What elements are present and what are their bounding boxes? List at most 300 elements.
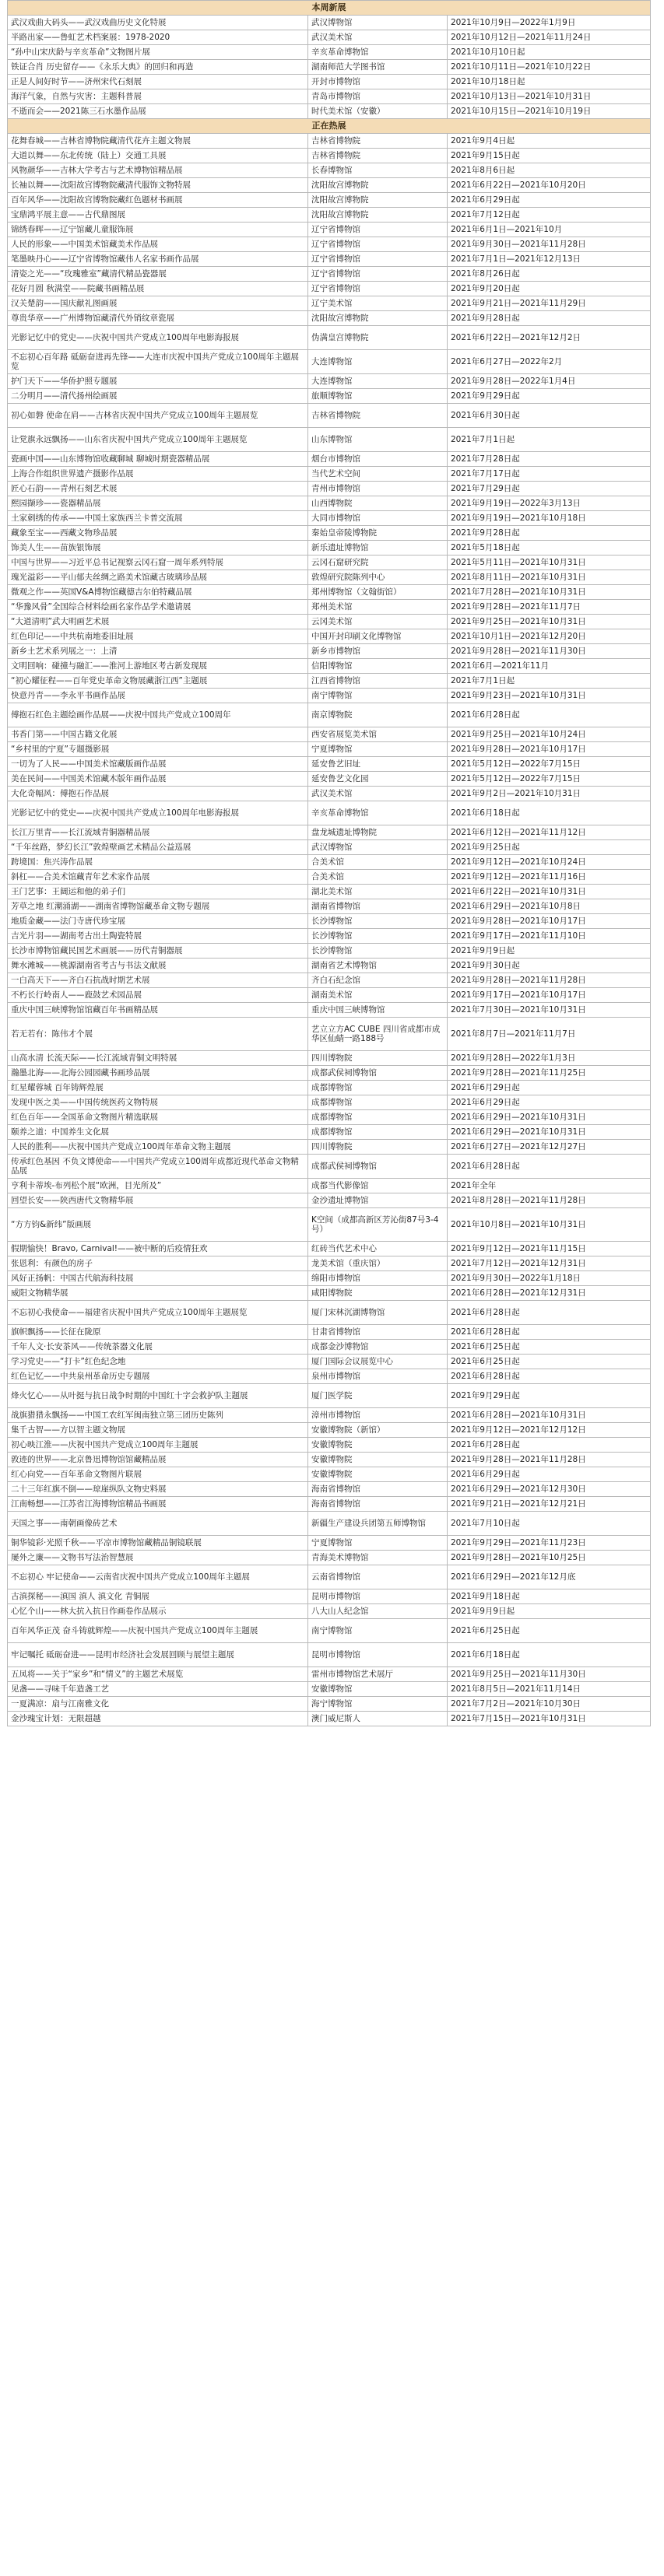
exhibition-name: 芳草之地 红潮涌湖——湖南省博物馆藏革命文物专题展 bbox=[8, 899, 308, 914]
exhibition-date: 2021年6月29日—2021年12月30日 bbox=[448, 1482, 651, 1497]
exhibition-date: 2021年9月23日—2021年10月31日 bbox=[448, 689, 651, 703]
exhibition-row bbox=[8, 1712, 651, 1726]
exhibition-date: 2021年10月11日—2021年10月22日 bbox=[448, 60, 651, 75]
exhibition-name: 不逝而会——2021陈三石水墨作品展 bbox=[8, 104, 308, 119]
exhibition-venue: 合美术馆 bbox=[308, 855, 448, 870]
exhibition-date: 2021年8月28日—2021年11月28日 bbox=[448, 1193, 651, 1208]
exhibition-name: 重庆中国三峡博物馆馆藏百年书画精品展 bbox=[8, 1003, 308, 1018]
exhibition-venue: 郑州博物馆（文翰街馆） bbox=[308, 585, 448, 600]
exhibition-row bbox=[8, 629, 651, 644]
exhibition-date: 2021年6月29日起 bbox=[448, 193, 651, 208]
exhibition-row bbox=[8, 825, 651, 840]
exhibition-row bbox=[8, 163, 651, 178]
exhibition-name: “方方钧&新纬”版画展 bbox=[8, 1208, 308, 1242]
exhibition-venue: K空间（成都高新区芳沁街87号3-4号） bbox=[308, 1208, 448, 1242]
exhibition-row bbox=[8, 389, 651, 404]
exhibition-row bbox=[8, 570, 651, 585]
exhibition-row bbox=[8, 929, 651, 944]
exhibition-date: 2021年6月22日—2021年10月20日 bbox=[448, 178, 651, 193]
exhibition-date: 2021年6月27日—2021年12月27日 bbox=[448, 1140, 651, 1155]
exhibition-row bbox=[8, 1697, 651, 1712]
exhibition-name: 颐养之道：中国养生文化展 bbox=[8, 1125, 308, 1140]
exhibition-date: 2021年9月25日起 bbox=[448, 840, 651, 855]
exhibition-venue: 长沙博物馆 bbox=[308, 944, 448, 959]
exhibition-name: 花好月圆 秋满堂——院藏书画精品展 bbox=[8, 282, 308, 296]
exhibition-venue: 咸阳博物院 bbox=[308, 1286, 448, 1301]
exhibition-name: 二十三年红旗不倒——琼崖纵队文物史料展 bbox=[8, 1482, 308, 1497]
exhibition-venue: 安徽博物院 bbox=[308, 1438, 448, 1453]
exhibition-date: 2021年9月28日—2021年11月30日 bbox=[448, 644, 651, 659]
exhibition-venue: 沈阳故宫博物院 bbox=[308, 208, 448, 223]
exhibition-venue: 青岛市博物馆 bbox=[308, 89, 448, 104]
exhibition-date: 2021年9月12日—2021年10月24日 bbox=[448, 855, 651, 870]
exhibition-name: 百年风华正茂 奋斗铸就辉煌——庆祝中国共产党成立100周年主题展 bbox=[8, 1619, 308, 1643]
exhibition-venue: 云冈美术馆 bbox=[308, 615, 448, 629]
exhibition-date: 2021年6月28日起 bbox=[448, 1155, 651, 1179]
exhibition-date: 2021年7月15日—2021年10月31日 bbox=[448, 1712, 651, 1726]
exhibition-name: 集千古智——方以智主题文物展 bbox=[8, 1423, 308, 1438]
exhibition-venue: 湖南美术馆 bbox=[308, 988, 448, 1003]
exhibition-venue: 中国开封印刷文化博物馆 bbox=[308, 629, 448, 644]
exhibition-date: 2021年5月12日—2022年7月15日 bbox=[448, 772, 651, 787]
exhibition-name: 上海合作组织世界遗产摄影作品展 bbox=[8, 467, 308, 482]
exhibition-venue: 沈阳故宫博物院 bbox=[308, 311, 448, 326]
exhibition-venue: 伪满皇宫博物院 bbox=[308, 326, 448, 350]
exhibition-name: 半路出家——鲁虹艺术档案展：1978-2020 bbox=[8, 30, 308, 45]
exhibition-name: 若无若有：陈伟才个展 bbox=[8, 1018, 308, 1051]
exhibition-row bbox=[8, 149, 651, 163]
exhibition-venue: 南京博物院 bbox=[308, 703, 448, 727]
exhibition-row bbox=[8, 1018, 651, 1051]
exhibition-date: 2021年全年 bbox=[448, 1179, 651, 1193]
exhibition-venue: 红砖当代艺术中心 bbox=[308, 1242, 448, 1256]
exhibition-venue: 宁夏博物馆 bbox=[308, 1536, 448, 1551]
exhibition-name: 战旗猎猎永飘扬——中国工农红军闽南独立第三团历史陈列 bbox=[8, 1408, 308, 1423]
exhibition-date: 2021年10月8日—2021年10月31日 bbox=[448, 1208, 651, 1242]
exhibition-name: 微观之作——英国V&A博物馆藏德吉尔伯特藏品展 bbox=[8, 585, 308, 600]
exhibition-venue: 四川博物院 bbox=[308, 1140, 448, 1155]
exhibition-row bbox=[8, 585, 651, 600]
exhibition-venue: 成都武侯祠博物馆 bbox=[308, 1155, 448, 1179]
exhibition-date: 2021年6月30日起 bbox=[448, 404, 651, 428]
exhibition-name: 护门天下——华侨护照专题展 bbox=[8, 374, 308, 389]
exhibition-row bbox=[8, 1340, 651, 1355]
exhibition-name: 尊贵华章——广州博物馆藏清代外销纹章瓷展 bbox=[8, 311, 308, 326]
exhibition-date: 2021年6月28日起 bbox=[448, 1301, 651, 1325]
exhibition-venue: 海宁博物馆 bbox=[308, 1697, 448, 1712]
exhibition-date: 2021年9月4日起 bbox=[448, 134, 651, 149]
exhibition-name: 不忘初心 牢记使命——云南省庆祝中国共产党成立100周年主题展 bbox=[8, 1565, 308, 1589]
exhibition-row bbox=[8, 1604, 651, 1619]
exhibition-date: 2021年6月28日—2021年10月31日 bbox=[448, 1408, 651, 1423]
exhibition-venue: 山东博物馆 bbox=[308, 428, 448, 452]
exhibition-row bbox=[8, 1369, 651, 1384]
exhibition-date: 2021年5月12日—2022年7月15日 bbox=[448, 757, 651, 772]
exhibition-date: 2021年9月15日起 bbox=[448, 149, 651, 163]
exhibition-row bbox=[8, 840, 651, 855]
exhibition-row bbox=[8, 1003, 651, 1018]
exhibition-name: 烽火忆心——从叶挺与抗日战争时期的中国红十字会救护队主题展 bbox=[8, 1384, 308, 1408]
exhibition-row bbox=[8, 428, 651, 452]
exhibition-date: 2021年10月12日—2021年11月24日 bbox=[448, 30, 651, 45]
exhibition-name: 传承红色基因 不负文博使命——中国共产党成立100周年成都近现代革命文物精品展 bbox=[8, 1155, 308, 1179]
exhibition-name: “初心耀征程——百年党史革命文物展藏浙江西”主题展 bbox=[8, 674, 308, 689]
exhibition-venue: 辽宁美术馆 bbox=[308, 296, 448, 311]
exhibition-row bbox=[8, 1467, 651, 1482]
exhibition-venue: 沈阳故宫博物院 bbox=[308, 178, 448, 193]
exhibition-date: 2021年9月29日起 bbox=[448, 389, 651, 404]
exhibition-name: 新乡土艺术系列展之一：上清 bbox=[8, 644, 308, 659]
exhibition-row bbox=[8, 1208, 651, 1242]
exhibition-date: 2021年6月28日起 bbox=[448, 1369, 651, 1384]
exhibition-date: 2021年9月20日起 bbox=[448, 282, 651, 296]
exhibition-row bbox=[8, 742, 651, 757]
exhibition-row bbox=[8, 1155, 651, 1179]
exhibition-venue: 辽宁省博物馆 bbox=[308, 282, 448, 296]
exhibition-venue: 大连博物馆 bbox=[308, 350, 448, 374]
exhibition-date: 2021年10月1日—2021年12月20日 bbox=[448, 629, 651, 644]
exhibition-date: 2021年9月30日—2022年1月18日 bbox=[448, 1271, 651, 1286]
exhibition-name: 瓷画中国——山东博物馆收藏聊城 聊城时期瓷器精品展 bbox=[8, 452, 308, 467]
exhibition-name: 江南畅想——江苏省江海博物馆精品书画展 bbox=[8, 1497, 308, 1512]
exhibition-venue: 烟台市博物馆 bbox=[308, 452, 448, 467]
exhibition-name: 美在民间——中国美术馆藏木版年画作品展 bbox=[8, 772, 308, 787]
exhibition-name: 光影记忆中的党史——庆祝中国共产党成立100周年电影海报展 bbox=[8, 801, 308, 825]
exhibition-row bbox=[8, 1551, 651, 1565]
exhibition-date: 2021年10月13日—2021年10月31日 bbox=[448, 89, 651, 104]
exhibition-date: 2021年9月28日—2021年11月25日 bbox=[448, 1066, 651, 1081]
exhibition-row bbox=[8, 1384, 651, 1408]
exhibition-venue: 湖南师范大学图书馆 bbox=[308, 60, 448, 75]
exhibition-row bbox=[8, 252, 651, 267]
exhibition-row bbox=[8, 482, 651, 496]
exhibition-date: 2021年6月22日—2021年10月31日 bbox=[448, 885, 651, 899]
exhibition-name: 铁证合肖 历史留存——《永乐大典》的回归和再造 bbox=[8, 60, 308, 75]
exhibition-name: 亨利卡蒂埃-布列松个展“欧洲，目光所及” bbox=[8, 1179, 308, 1193]
exhibition-name: 心忆个山——林大抗入抗日作画卷作品展示 bbox=[8, 1604, 308, 1619]
exhibition-name: 一夏满凉：扇与江南雅文化 bbox=[8, 1697, 308, 1712]
exhibition-row bbox=[8, 208, 651, 223]
exhibition-row bbox=[8, 511, 651, 526]
exhibition-date: 2021年6月25日起 bbox=[448, 1340, 651, 1355]
exhibition-row bbox=[8, 855, 651, 870]
exhibition-row bbox=[8, 1066, 651, 1081]
exhibition-name: 假期愉快！Bravo, Carnival!——被中断的后疫情狂欢 bbox=[8, 1242, 308, 1256]
section-title: 本周新展 bbox=[8, 1, 651, 16]
exhibition-date: 2021年9月21日—2021年11月29日 bbox=[448, 296, 651, 311]
exhibition-date: 2021年6月28日起 bbox=[448, 703, 651, 727]
exhibition-venue: 旅顺博物馆 bbox=[308, 389, 448, 404]
exhibition-date: 2021年6月25日起 bbox=[448, 1619, 651, 1643]
exhibition-row bbox=[8, 1536, 651, 1551]
exhibition-venue: 八大山人纪念馆 bbox=[308, 1604, 448, 1619]
exhibition-date: 2021年9月17日—2021年10月17日 bbox=[448, 988, 651, 1003]
exhibition-venue: 辽宁省博物馆 bbox=[308, 267, 448, 282]
exhibition-date: 2021年9月12日—2021年12月12日 bbox=[448, 1423, 651, 1438]
exhibition-date: 2021年9月28日—2022年1月3日 bbox=[448, 1051, 651, 1066]
exhibition-venue: 新乡市博物馆 bbox=[308, 644, 448, 659]
exhibition-venue: 大同市博物馆 bbox=[308, 511, 448, 526]
exhibition-date: 2021年9月28日起 bbox=[448, 526, 651, 541]
exhibition-date: 2021年9月28日—2021年11月28日 bbox=[448, 973, 651, 988]
exhibition-name: 大道以舞——东北传统（陆上）交通工具展 bbox=[8, 149, 308, 163]
exhibition-row bbox=[8, 1301, 651, 1325]
exhibition-name: 长袖以舞——沈阳故宫博物院藏清代服饰文物特展 bbox=[8, 178, 308, 193]
exhibition-name: 傅抱石红色主题绘画作品展——庆祝中国共产党成立100周年 bbox=[8, 703, 308, 727]
exhibition-venue: 辽宁省博物馆 bbox=[308, 223, 448, 237]
exhibition-date: 2021年6月27日—2022年2月 bbox=[448, 350, 651, 374]
exhibition-name: 宝鼎鸿平展主意——古代鼎图展 bbox=[8, 208, 308, 223]
exhibition-row bbox=[8, 30, 651, 45]
exhibition-venue: 沈阳故宫博物院 bbox=[308, 193, 448, 208]
exhibition-date: 2021年6月25日起 bbox=[448, 1355, 651, 1369]
exhibition-venue: 长沙博物馆 bbox=[308, 929, 448, 944]
exhibition-row bbox=[8, 193, 651, 208]
exhibition-name: 铜华镜彩·光照千秋——平凉市博物馆藏精品铜镜联展 bbox=[8, 1536, 308, 1551]
exhibition-date: 2021年10月15日—2021年10月19日 bbox=[448, 104, 651, 119]
exhibition-venue: 绵阳市博物馆 bbox=[308, 1271, 448, 1286]
exhibition-row bbox=[8, 1408, 651, 1423]
exhibition-row bbox=[8, 282, 651, 296]
exhibition-row bbox=[8, 1565, 651, 1589]
exhibition-date: 2021年9月28日—2021年10月25日 bbox=[448, 1551, 651, 1565]
exhibition-venue: 安徽博物院 bbox=[308, 1467, 448, 1482]
exhibition-name: 风好正扬帆：中国古代航海科技展 bbox=[8, 1271, 308, 1286]
exhibition-venue: 金沙遗址博物馆 bbox=[308, 1193, 448, 1208]
exhibition-date: 2021年7月1日起 bbox=[448, 674, 651, 689]
exhibition-venue: 宁夏博物馆 bbox=[308, 742, 448, 757]
exhibition-venue: 山西博物院 bbox=[308, 496, 448, 511]
exhibition-date: 2021年9月29日—2021年11月23日 bbox=[448, 1536, 651, 1551]
exhibition-row bbox=[8, 1355, 651, 1369]
exhibition-date: 2021年9月9日起 bbox=[448, 944, 651, 959]
exhibition-venue: 齐白石纪念馆 bbox=[308, 973, 448, 988]
exhibition-name: 发现中医之美——中国传统医药文物特展 bbox=[8, 1095, 308, 1110]
exhibition-row bbox=[8, 944, 651, 959]
exhibition-name: 回望长安——陕西唐代文物精华展 bbox=[8, 1193, 308, 1208]
exhibition-name: 跨境国：焦兴涛作品展 bbox=[8, 855, 308, 870]
exhibition-row bbox=[8, 600, 651, 615]
section-header bbox=[8, 119, 651, 134]
exhibition-venue: 吉林省博物院 bbox=[308, 404, 448, 428]
exhibition-venue: 成都博物馆 bbox=[308, 1125, 448, 1140]
exhibition-row bbox=[8, 60, 651, 75]
exhibition-row bbox=[8, 973, 651, 988]
exhibition-name: 文明回响：碰撞与融汇——淮河上游地区考古新发现展 bbox=[8, 659, 308, 674]
exhibition-row bbox=[8, 757, 651, 772]
exhibition-venue: 延安鲁艺旧址 bbox=[308, 757, 448, 772]
exhibition-row bbox=[8, 659, 651, 674]
exhibition-row bbox=[8, 556, 651, 570]
exhibition-venue: 海南省博物馆 bbox=[308, 1497, 448, 1512]
exhibition-name: 一白高天下——齐白石抗战时期艺术展 bbox=[8, 973, 308, 988]
exhibition-date: 2021年5月11日—2021年10月31日 bbox=[448, 556, 651, 570]
exhibition-date: 2021年9月28日—2021年10月17日 bbox=[448, 914, 651, 929]
exhibition-date: 2021年6月18日起 bbox=[448, 801, 651, 825]
exhibition-date: 2021年7月12日—2021年12月31日 bbox=[448, 1256, 651, 1271]
exhibition-name: 花舞春城——吉林省博物院藏清代花卉主题文物展 bbox=[8, 134, 308, 149]
exhibition-name: 书香门第——中国古籍文化展 bbox=[8, 727, 308, 742]
exhibition-row bbox=[8, 1482, 651, 1497]
exhibition-row bbox=[8, 1286, 651, 1301]
exhibition-date: 2021年7月10日起 bbox=[448, 1512, 651, 1536]
exhibition-date: 2021年6月29日起 bbox=[448, 1095, 651, 1110]
exhibition-date: 2021年6月29日—2021年10月8日 bbox=[448, 899, 651, 914]
exhibition-row bbox=[8, 1140, 651, 1155]
exhibition-date: 2021年6月18日起 bbox=[448, 1643, 651, 1667]
exhibition-name: 红色百年——全国革命文物图片精选联展 bbox=[8, 1110, 308, 1125]
exhibition-venue: 昆明市博物馆 bbox=[308, 1589, 448, 1604]
exhibition-venue: 辛亥革命博物馆 bbox=[308, 45, 448, 60]
exhibition-row bbox=[8, 1497, 651, 1512]
exhibition-name: 古滇探秘——滇国 滇人 滇文化 青铜展 bbox=[8, 1589, 308, 1604]
exhibition-row bbox=[8, 787, 651, 801]
exhibition-date: 2021年8月7日—2021年11月7日 bbox=[448, 1018, 651, 1051]
exhibition-row bbox=[8, 1271, 651, 1286]
exhibition-name: 土家刺绣的传承——中国土家族西兰卡普交流展 bbox=[8, 511, 308, 526]
exhibition-venue: 成都当代影像馆 bbox=[308, 1179, 448, 1193]
exhibition-date: 2021年8月5日—2021年11月14日 bbox=[448, 1682, 651, 1697]
exhibition-listing bbox=[7, 0, 650, 1726]
exhibition-date: 2021年9月28日起 bbox=[448, 311, 651, 326]
exhibition-date: 2021年8月6日起 bbox=[448, 163, 651, 178]
exhibition-row bbox=[8, 45, 651, 60]
exhibition-row bbox=[8, 267, 651, 282]
section-title: 正在热展 bbox=[8, 119, 651, 134]
exhibition-name: 笔墨映丹心——辽宁省博物馆藏伟人名家书画作品展 bbox=[8, 252, 308, 267]
exhibition-row bbox=[8, 467, 651, 482]
exhibition-venue: 江西省博物馆 bbox=[308, 674, 448, 689]
exhibition-venue: 敦煌研究院陈列中心 bbox=[308, 570, 448, 585]
exhibition-name: 匠心石韵——青州石刻艺术展 bbox=[8, 482, 308, 496]
exhibition-date: 2021年9月28日—2021年11月7日 bbox=[448, 600, 651, 615]
exhibition-row bbox=[8, 689, 651, 703]
exhibition-venue: 青州市博物馆 bbox=[308, 482, 448, 496]
exhibition-venue: 厦门国际会议展览中心 bbox=[308, 1355, 448, 1369]
exhibition-row bbox=[8, 1325, 651, 1340]
exhibition-row bbox=[8, 727, 651, 742]
exhibition-name: 旗帜飘扬——长征在陇原 bbox=[8, 1325, 308, 1340]
exhibition-venue: 西安省展览美术馆 bbox=[308, 727, 448, 742]
exhibition-venue: 成都博物馆 bbox=[308, 1110, 448, 1125]
exhibition-date: 2021年7月1日—2021年12月13日 bbox=[448, 252, 651, 267]
exhibition-date: 2021年6月29日—2021年10月31日 bbox=[448, 1110, 651, 1125]
exhibition-name: 吉光片羽——湖南考古出土陶瓷特展 bbox=[8, 929, 308, 944]
exhibition-date: 2021年7月28日起 bbox=[448, 452, 651, 467]
exhibition-date: 2021年9月30日起 bbox=[448, 959, 651, 973]
exhibition-venue: 厦门宋林沉湖博物馆 bbox=[308, 1301, 448, 1325]
exhibition-venue: 成都武侯祠博物馆 bbox=[308, 1066, 448, 1081]
exhibition-venue: 安徽博物院（新馆） bbox=[308, 1423, 448, 1438]
exhibition-venue: 秦始皇帝陵博物院 bbox=[308, 526, 448, 541]
exhibition-name: 地质金藏——法门寺唐代珍宝展 bbox=[8, 914, 308, 929]
exhibition-row bbox=[8, 644, 651, 659]
exhibition-date: 2021年6月29日—2021年12月底 bbox=[448, 1565, 651, 1589]
exhibition-row bbox=[8, 1051, 651, 1066]
exhibition-row bbox=[8, 350, 651, 374]
exhibition-row bbox=[8, 1438, 651, 1453]
exhibition-row bbox=[8, 1179, 651, 1193]
exhibition-date: 2021年6月—2021年11月 bbox=[448, 659, 651, 674]
exhibition-venue: 艺立立方AC CUBE 四川省成都市成华区仙蜻一路188号 bbox=[308, 1018, 448, 1051]
exhibition-name: 汉关楚韵——国庆献礼图画展 bbox=[8, 296, 308, 311]
exhibition-name: 威阳文物精华展 bbox=[8, 1286, 308, 1301]
exhibition-venue: 成都博物馆 bbox=[308, 1081, 448, 1095]
exhibition-name: 舞水滩城——桃源湖南省考古与书法文献展 bbox=[8, 959, 308, 973]
exhibition-date: 2021年7月17日起 bbox=[448, 467, 651, 482]
exhibition-venue: 时代美术馆（安徽） bbox=[308, 104, 448, 119]
section-header bbox=[8, 1, 651, 16]
exhibition-row bbox=[8, 326, 651, 350]
exhibition-name: 不忘初心百年路 砥砺奋进再先锋——大连市庆祝中国共产党成立100周年主题展览 bbox=[8, 350, 308, 374]
exhibition-name: 大化奇幅风：傅抱石作品展 bbox=[8, 787, 308, 801]
exhibition-venue: 成都博物馆 bbox=[308, 1095, 448, 1110]
exhibition-venue: 安徽博物馆 bbox=[308, 1682, 448, 1697]
exhibition-name: 红色记忆——中共泉州革命历史专题展 bbox=[8, 1369, 308, 1384]
exhibition-name: 红心向党——百年革命文物图片联展 bbox=[8, 1467, 308, 1482]
exhibition-venue: 郑州美术馆 bbox=[308, 600, 448, 615]
exhibition-name: 一切为了人民——中国美术馆藏版画作品展 bbox=[8, 757, 308, 772]
exhibition-venue: 四川博物院 bbox=[308, 1051, 448, 1066]
exhibition-venue: 武汉美术馆 bbox=[308, 787, 448, 801]
exhibition-name: 让党旗永远飘扬——山东省庆祝中国共产党成立100周年主题展览 bbox=[8, 428, 308, 452]
exhibition-name: 金沙瑰宝计划：无限超越 bbox=[8, 1712, 308, 1726]
exhibition-venue: 开封市博物馆 bbox=[308, 75, 448, 89]
exhibition-row bbox=[8, 404, 651, 428]
exhibition-name: 中国与世界——习近平总书记视察云冈石窟一周年系列特展 bbox=[8, 556, 308, 570]
exhibition-name: 武汉戏曲大码头——武汉戏曲历史文化特展 bbox=[8, 16, 308, 30]
exhibition-name: 不忘初心我使命——福建省庆祝中国共产党成立100周年主题展览 bbox=[8, 1301, 308, 1325]
exhibition-venue: 甘肃省博物馆 bbox=[308, 1325, 448, 1340]
exhibition-row bbox=[8, 885, 651, 899]
exhibition-venue: 辽宁省博物馆 bbox=[308, 252, 448, 267]
exhibition-venue: 长春博物馆 bbox=[308, 163, 448, 178]
exhibition-date: 2021年9月25日—2021年10月24日 bbox=[448, 727, 651, 742]
exhibition-venue: 新疆生产建设兵团第五师博物馆 bbox=[308, 1512, 448, 1536]
exhibition-row bbox=[8, 1643, 651, 1667]
exhibition-date: 2021年9月25日—2021年10月31日 bbox=[448, 615, 651, 629]
exhibition-row bbox=[8, 374, 651, 389]
exhibition-date: 2021年9月12日—2021年11月16日 bbox=[448, 870, 651, 885]
exhibition-venue: 辛亥革命博物馆 bbox=[308, 801, 448, 825]
exhibition-name: 百年风华——沈阳故宫博物院藏红色题材书画展 bbox=[8, 193, 308, 208]
exhibition-name: 饰美人生——苗族银饰展 bbox=[8, 541, 308, 556]
exhibition-venue: 延安鲁艺文化园 bbox=[308, 772, 448, 787]
exhibition-row bbox=[8, 899, 651, 914]
exhibition-venue: 雷州市博物馆艺术展厅 bbox=[308, 1667, 448, 1682]
exhibition-date: 2021年9月21日—2021年12月21日 bbox=[448, 1497, 651, 1512]
exhibition-name: 清姿之光——“玫瑰雅室”藏清代精品瓷器展 bbox=[8, 267, 308, 282]
exhibition-venue: 泉州市博物馆 bbox=[308, 1369, 448, 1384]
exhibition-row bbox=[8, 1619, 651, 1643]
exhibition-date: 2021年9月12日—2021年11月15日 bbox=[448, 1242, 651, 1256]
exhibition-date: 2021年6月28日—2021年12月31日 bbox=[448, 1286, 651, 1301]
exhibition-venue: 当代艺术空间 bbox=[308, 467, 448, 482]
exhibition-date: 2021年6月29日起 bbox=[448, 1467, 651, 1482]
exhibition-venue: 湖北美术馆 bbox=[308, 885, 448, 899]
exhibition-venue: 新乐遗址博物馆 bbox=[308, 541, 448, 556]
exhibition-name: 千年人文·长安茶风——传统茶器文化展 bbox=[8, 1340, 308, 1355]
exhibition-venue: 成都金沙博物馆 bbox=[308, 1340, 448, 1355]
exhibition-row bbox=[8, 959, 651, 973]
exhibition-venue: 武汉博物馆 bbox=[308, 840, 448, 855]
exhibition-name: 红色印记——中共杭南地委旧址展 bbox=[8, 629, 308, 644]
exhibition-row bbox=[8, 496, 651, 511]
exhibition-date: 2021年5月18日起 bbox=[448, 541, 651, 556]
exhibition-name: 山高水清 长流天际——长江流域青铜文明特展 bbox=[8, 1051, 308, 1066]
exhibition-venue: 南宁博物馆 bbox=[308, 689, 448, 703]
exhibition-date: 2021年8月11日—2021年10月31日 bbox=[448, 570, 651, 585]
